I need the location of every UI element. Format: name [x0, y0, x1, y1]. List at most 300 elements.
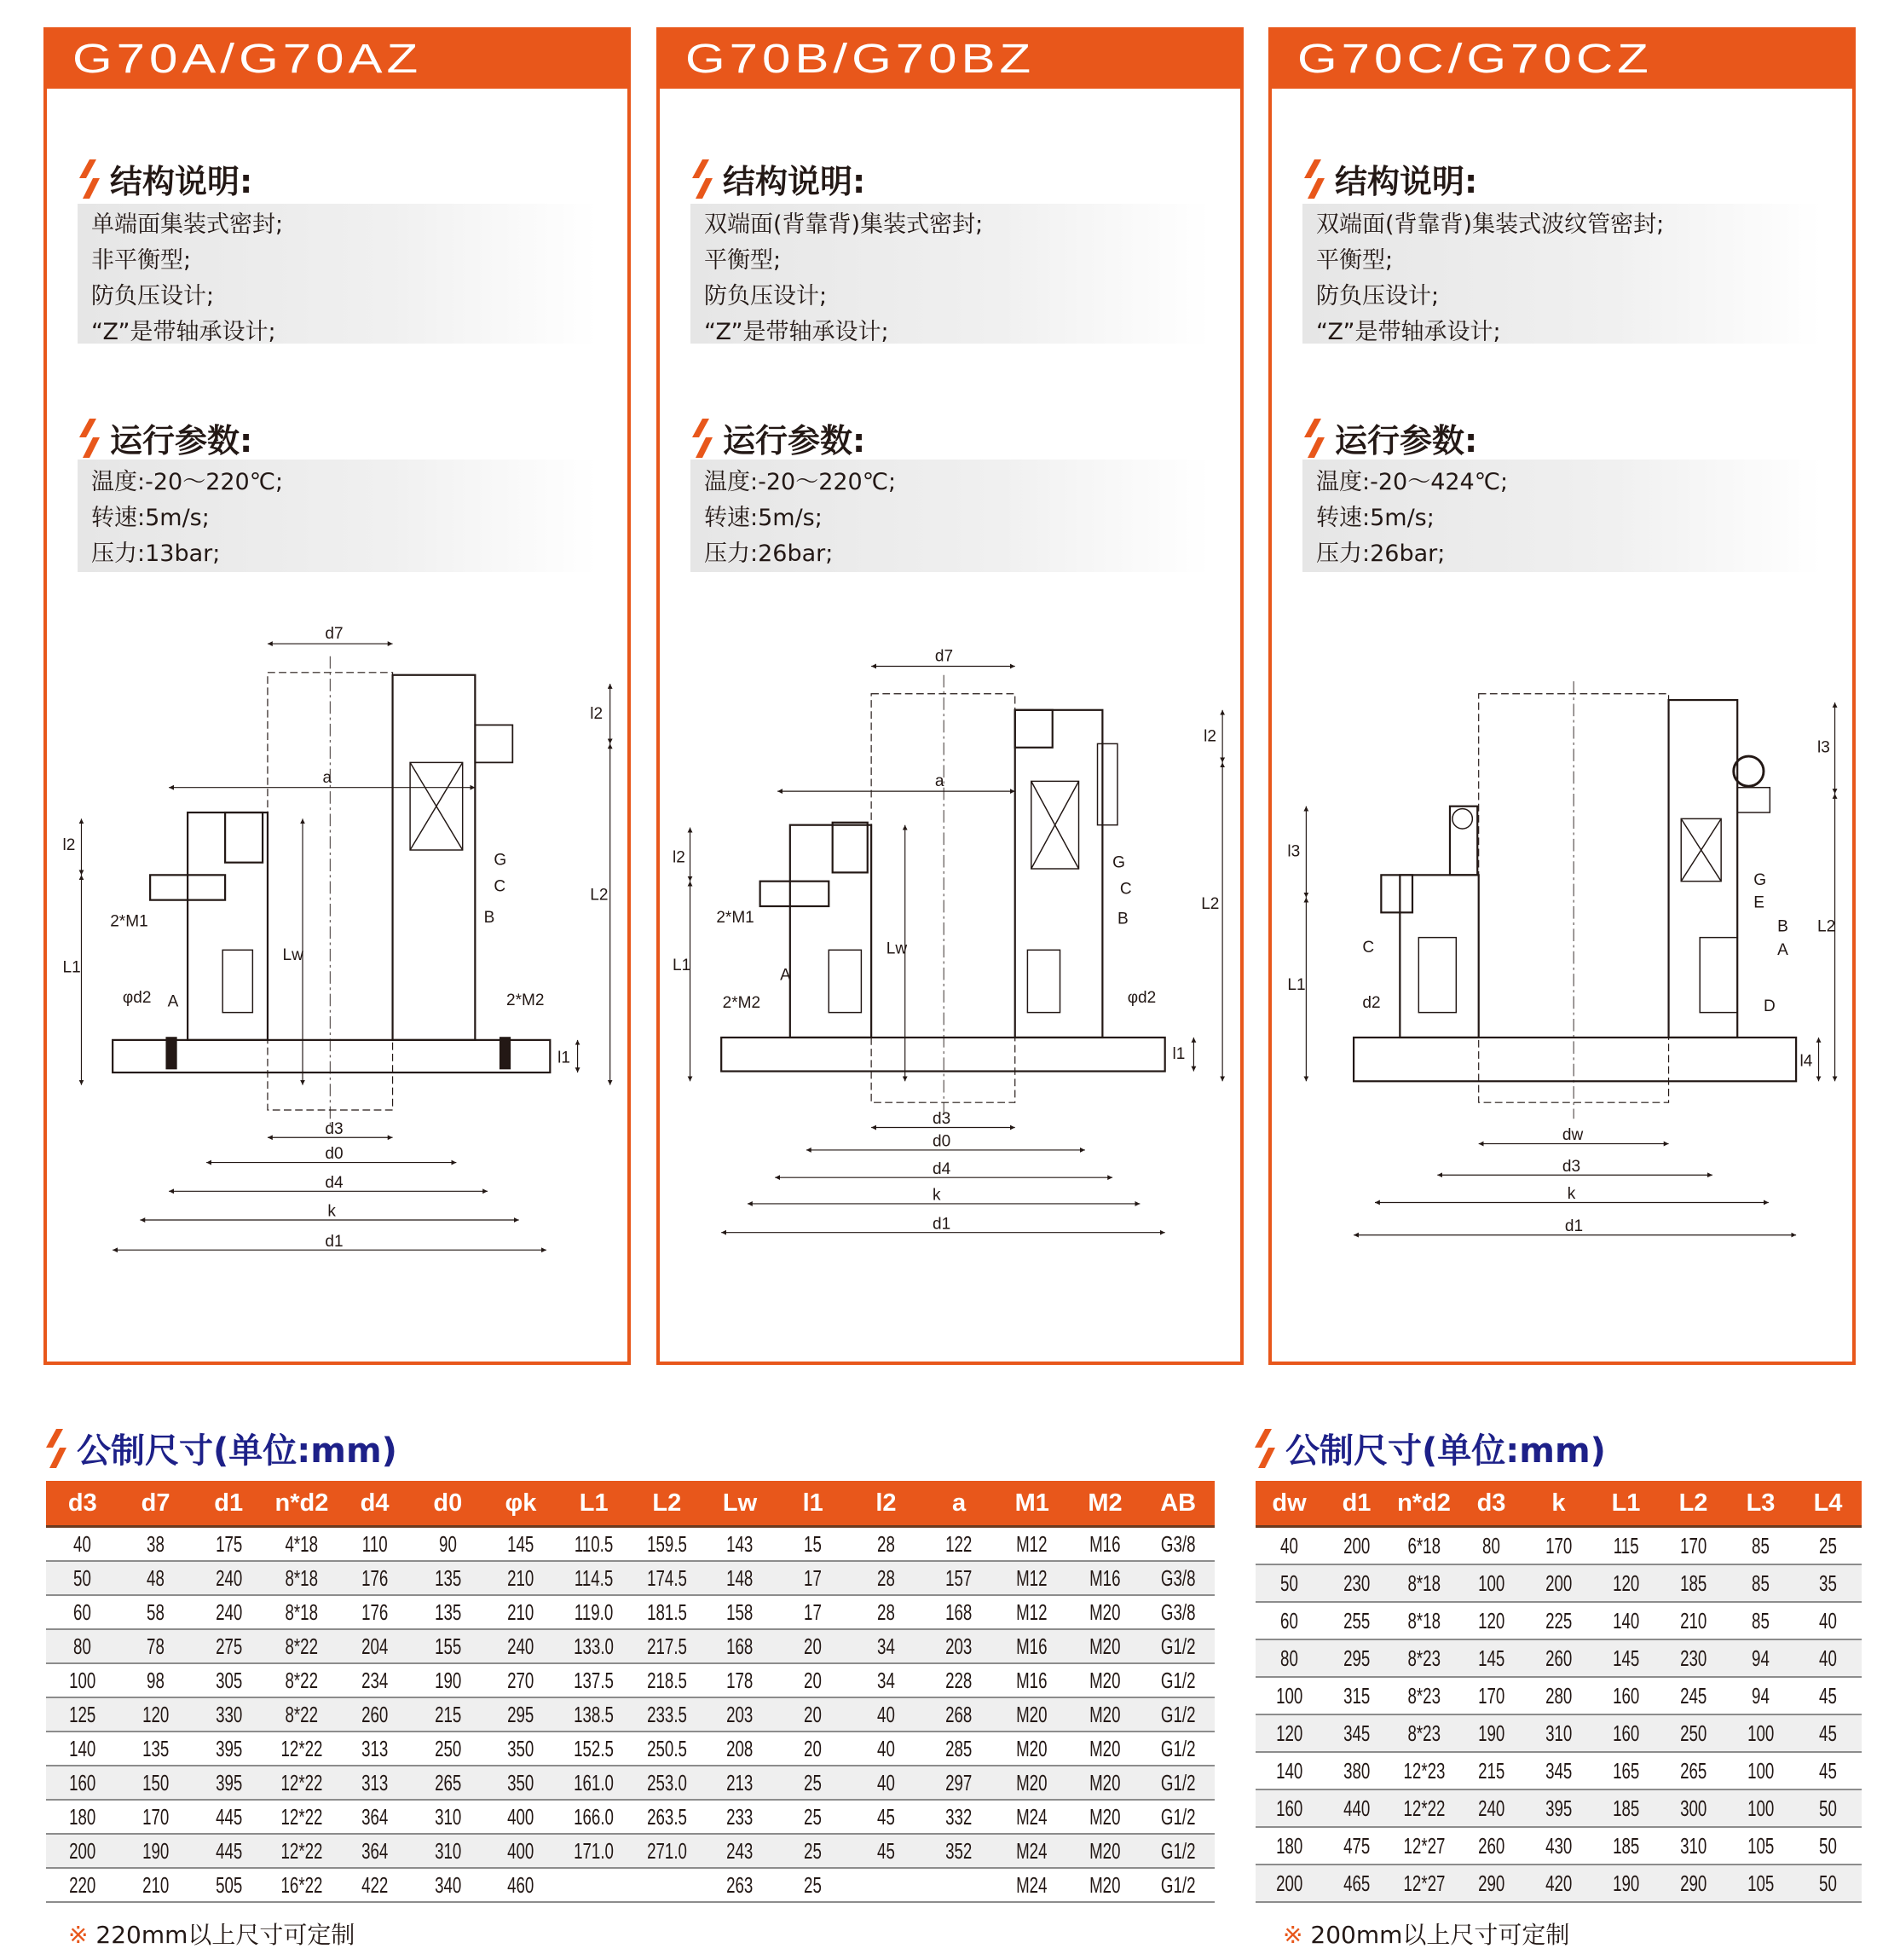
dim-label: l4 — [1799, 1052, 1813, 1071]
table-row — [46, 1697, 1215, 1732]
table-cell — [46, 1697, 119, 1732]
table-cell — [192, 1800, 265, 1834]
table-row — [1256, 1714, 1862, 1752]
dim-label: k — [932, 1186, 941, 1205]
table-cell — [777, 1527, 850, 1562]
table-cell — [1256, 1865, 1323, 1902]
table-cell — [1727, 1865, 1794, 1902]
table-cell — [1141, 1595, 1215, 1629]
cell-value: 210 — [507, 1599, 534, 1625]
table-cell — [996, 1800, 1069, 1834]
table-row — [1256, 1865, 1862, 1902]
cell-value: 234 — [361, 1668, 389, 1693]
panel-title: G70C/G70CZ — [1297, 37, 1653, 82]
table-cell — [1592, 1527, 1660, 1565]
table-cell — [1069, 1663, 1142, 1697]
table-cell — [119, 1527, 193, 1562]
cell-value: 85 — [1752, 1533, 1770, 1558]
cell-value: 20 — [804, 1736, 823, 1761]
table-cell — [996, 1697, 1069, 1732]
cell-value: M20 — [1089, 1736, 1121, 1761]
cell-value: 34 — [876, 1633, 895, 1659]
product-panel — [1268, 27, 1856, 1365]
params-box — [78, 460, 597, 572]
dim-label: L2 — [1201, 894, 1220, 913]
cell-value: 58 — [147, 1599, 165, 1625]
cell-value: 297 — [945, 1770, 973, 1795]
structure-line: 双端面(背靠背)集装式波纹管密封; — [1316, 211, 1665, 238]
table-cell — [484, 1800, 557, 1834]
cell-value: 160 — [69, 1770, 96, 1795]
cell-value: 218.5 — [646, 1668, 687, 1693]
table-cell — [996, 1732, 1069, 1766]
table-cell — [1525, 1677, 1592, 1714]
table-cell — [119, 1663, 193, 1697]
table-cell — [557, 1766, 631, 1800]
cell-value: 233.5 — [646, 1702, 687, 1727]
table-cell — [1323, 1865, 1390, 1902]
cell-value: 180 — [69, 1804, 96, 1830]
table-cell — [192, 1561, 265, 1595]
cell-value: 255 — [1343, 1608, 1371, 1633]
cell-value: 240 — [1477, 1795, 1505, 1821]
cell-value: 50 — [73, 1565, 92, 1591]
column-header: L3 — [1727, 1481, 1794, 1527]
section-mark-icon — [1302, 159, 1326, 199]
table-cell — [703, 1697, 777, 1732]
table-row — [46, 1595, 1215, 1629]
table-cell — [1390, 1865, 1458, 1902]
table-cell — [631, 1527, 704, 1562]
table-cell — [338, 1595, 412, 1629]
table-cell — [631, 1595, 704, 1629]
cell-value: 310 — [1545, 1720, 1573, 1746]
table-cell — [1141, 1663, 1215, 1697]
cell-value: 152.5 — [574, 1736, 615, 1761]
cell-value: G1/2 — [1160, 1736, 1196, 1761]
cell-value: 215 — [1477, 1758, 1505, 1784]
table-cell — [850, 1629, 923, 1663]
table-cell — [265, 1629, 338, 1663]
table-cell — [46, 1834, 119, 1868]
cell-value: 165 — [1612, 1758, 1640, 1784]
table-cell — [996, 1766, 1069, 1800]
cell-value: 263.5 — [646, 1804, 687, 1830]
cell-value: 105 — [1747, 1833, 1775, 1859]
dim-label: φd2 — [1127, 988, 1157, 1007]
param-line: 转速:5m/s; — [1316, 505, 1435, 531]
column-header: L2 — [1660, 1481, 1727, 1527]
table-cell — [1727, 1564, 1794, 1602]
table-cell — [1592, 1789, 1660, 1827]
table-cell — [1069, 1834, 1142, 1868]
dim-label: D — [1763, 997, 1776, 1016]
dim-label: k — [1567, 1185, 1576, 1204]
cell-value: 125 — [69, 1702, 96, 1727]
column-header: n*d2 — [1390, 1481, 1458, 1527]
params-heading-text: 运行参数: — [110, 422, 253, 460]
table-cell — [850, 1766, 923, 1800]
cell-value: 395 — [215, 1736, 242, 1761]
dim-label: dw — [1562, 1126, 1584, 1145]
table-cell — [484, 1527, 557, 1562]
metric-dimensions-heading-ab — [44, 1424, 397, 1472]
cell-value: 45 — [1819, 1720, 1837, 1746]
cell-value: 176 — [361, 1599, 389, 1625]
table-cell — [1525, 1827, 1592, 1865]
table-cell — [1458, 1789, 1525, 1827]
table-row — [46, 1527, 1215, 1562]
table-cell — [265, 1834, 338, 1868]
cell-value: 50 — [1819, 1795, 1837, 1821]
table-cell — [703, 1527, 777, 1562]
table-cell — [631, 1834, 704, 1868]
dim-label: A — [167, 992, 179, 1011]
cell-value: 50 — [1819, 1870, 1837, 1896]
params-heading — [78, 414, 252, 461]
table-cell — [1525, 1714, 1592, 1752]
table-cell — [1794, 1602, 1862, 1639]
cell-value: 168 — [945, 1599, 973, 1625]
cell-value: 8*22 — [285, 1633, 319, 1659]
structure-line: “Z”是带轴承设计; — [91, 319, 276, 345]
structure-line: 防负压设计; — [704, 283, 828, 309]
table-cell — [1592, 1865, 1660, 1902]
table-cell — [703, 1800, 777, 1834]
table-cell — [996, 1561, 1069, 1595]
dim-label: G — [494, 851, 507, 870]
cell-value: 210 — [141, 1872, 170, 1898]
table-cell — [1323, 1752, 1390, 1789]
cell-value: 12*22 — [280, 1838, 323, 1864]
table-cell — [119, 1595, 193, 1629]
dim-label: L2 — [590, 886, 609, 905]
cell-value: 180 — [1275, 1833, 1303, 1859]
table-row — [46, 1629, 1215, 1663]
dim-label: l2 — [62, 836, 76, 855]
table-cell — [265, 1732, 338, 1766]
table-cell — [1141, 1800, 1215, 1834]
table-cell — [922, 1800, 996, 1834]
cell-value: 20 — [804, 1668, 823, 1693]
table-cell — [1256, 1639, 1323, 1677]
cell-value: G3/8 — [1160, 1531, 1196, 1557]
table-cell — [411, 1868, 484, 1902]
cell-value: 120 — [1612, 1570, 1640, 1596]
dim-label: d3 — [932, 1110, 951, 1129]
column-header: d7 — [119, 1481, 193, 1527]
table-cell — [1660, 1827, 1727, 1865]
cell-value: 28 — [876, 1599, 895, 1625]
table-cell — [1323, 1639, 1390, 1677]
cell-value: 12*22 — [1403, 1795, 1445, 1821]
dim-label: d4 — [325, 1173, 344, 1192]
table-cell — [1069, 1629, 1142, 1663]
table-cell — [484, 1868, 557, 1902]
table-cell — [1141, 1834, 1215, 1868]
cell-value: 85 — [1752, 1608, 1770, 1633]
cell-value: 8*18 — [1407, 1608, 1441, 1633]
cell-value: 250 — [434, 1736, 461, 1761]
cell-value: 380 — [1343, 1758, 1371, 1784]
column-header: Lw — [703, 1481, 777, 1527]
cell-value: 40 — [876, 1702, 895, 1727]
cell-value: 50 — [1819, 1833, 1837, 1859]
cell-value: M20 — [1089, 1702, 1121, 1727]
cell-value: 100 — [69, 1668, 96, 1693]
cell-value: 332 — [945, 1804, 973, 1830]
table-cell — [1256, 1827, 1323, 1865]
table-title: 公制尺寸(单位:mm) — [1285, 1431, 1606, 1471]
cell-value: 200 — [1275, 1870, 1303, 1896]
table-cell — [557, 1561, 631, 1595]
table-cell — [1323, 1714, 1390, 1752]
table-cell — [777, 1732, 850, 1766]
dim-label: L1 — [673, 956, 691, 974]
cell-value: M12 — [1016, 1599, 1048, 1625]
table-cell — [1592, 1639, 1660, 1677]
cell-value: 176 — [361, 1565, 389, 1591]
cell-value: 268 — [945, 1702, 973, 1727]
table-cell — [192, 1663, 265, 1697]
cell-value: 271.0 — [646, 1838, 687, 1864]
cell-value: 159.5 — [646, 1531, 687, 1557]
cell-value: 114.5 — [574, 1565, 614, 1591]
section-mark-icon — [690, 159, 714, 199]
cell-value: 12*23 — [1403, 1758, 1445, 1784]
cell-value: 40 — [73, 1531, 92, 1557]
dim-label: L1 — [1287, 976, 1306, 995]
table-cell — [1525, 1789, 1592, 1827]
table-cell — [46, 1800, 119, 1834]
cell-value: 38 — [147, 1531, 165, 1557]
cell-value: 250 — [1679, 1720, 1707, 1746]
table-cell — [1794, 1527, 1862, 1565]
table-cell — [484, 1561, 557, 1595]
panel-header — [1272, 31, 1852, 89]
table-cell — [265, 1766, 338, 1800]
table-cell — [631, 1868, 704, 1902]
param-line: 转速:5m/s; — [704, 505, 823, 531]
cell-value: 245 — [1679, 1683, 1707, 1708]
table-cell — [703, 1834, 777, 1868]
cell-value: 178 — [726, 1668, 754, 1693]
table-cell — [1390, 1677, 1458, 1714]
cell-value: 45 — [1819, 1683, 1837, 1708]
table-cell — [1256, 1564, 1323, 1602]
table-cell — [1660, 1564, 1727, 1602]
cell-value: 115 — [1613, 1533, 1639, 1558]
table-cell — [1141, 1629, 1215, 1663]
cell-value: 160 — [1612, 1720, 1640, 1746]
table-cell — [996, 1868, 1069, 1902]
table-row — [1256, 1827, 1862, 1865]
table-cell — [338, 1527, 412, 1562]
cell-value: M20 — [1016, 1770, 1048, 1795]
cell-value: 445 — [215, 1838, 242, 1864]
dim-label: d3 — [1562, 1157, 1581, 1176]
table-cell — [1727, 1527, 1794, 1565]
cell-value: 285 — [945, 1736, 973, 1761]
cell-value: 313 — [361, 1736, 389, 1761]
cell-value: 158 — [726, 1599, 754, 1625]
table-cell — [1660, 1752, 1727, 1789]
table-cell — [46, 1766, 119, 1800]
table-cell — [119, 1732, 193, 1766]
table-cell — [850, 1595, 923, 1629]
table-row — [1256, 1564, 1862, 1602]
table-cell — [922, 1766, 996, 1800]
cell-value: 145 — [507, 1531, 534, 1557]
cell-value: 20 — [804, 1633, 823, 1659]
cell-value: 315 — [1343, 1683, 1371, 1708]
table-cell — [411, 1834, 484, 1868]
table-row — [46, 1732, 1215, 1766]
cell-value: 400 — [507, 1838, 534, 1864]
cell-value: 80 — [1482, 1533, 1500, 1558]
cell-value: 40 — [1280, 1533, 1298, 1558]
cell-value: 119.0 — [574, 1599, 614, 1625]
dim-label: d1 — [1564, 1217, 1584, 1236]
table-cell — [1069, 1595, 1142, 1629]
note-mark-icon: ※ — [1283, 1921, 1303, 1949]
cell-value: 175 — [215, 1531, 242, 1557]
table-title: 公制尺寸(单位:mm) — [77, 1431, 397, 1471]
table-cell — [46, 1595, 119, 1629]
table-cell — [265, 1663, 338, 1697]
cell-value: 12*27 — [1403, 1870, 1445, 1896]
table-cell — [265, 1561, 338, 1595]
dimensions-table-g70a-g70b — [46, 1481, 1215, 1903]
cell-value: 8*18 — [285, 1599, 319, 1625]
cell-value: 16*22 — [280, 1872, 323, 1898]
table-cell — [265, 1800, 338, 1834]
param-line: 压力:26bar; — [1316, 541, 1446, 567]
table-cell — [1458, 1714, 1525, 1752]
column-header: L2 — [631, 1481, 704, 1527]
table-row — [1256, 1752, 1862, 1789]
table-cell — [1069, 1697, 1142, 1732]
table-cell — [1525, 1865, 1592, 1902]
table-cell — [703, 1663, 777, 1697]
cell-value: 80 — [1280, 1645, 1298, 1671]
cell-value: 275 — [215, 1633, 242, 1659]
table-cell — [922, 1527, 996, 1562]
cell-value: 395 — [215, 1770, 242, 1795]
column-header: M1 — [996, 1481, 1069, 1527]
table-cell — [192, 1527, 265, 1562]
cell-value: 310 — [434, 1804, 461, 1830]
params-heading-text: 运行参数: — [723, 422, 866, 460]
table-cell — [557, 1697, 631, 1732]
cell-value: 228 — [945, 1668, 973, 1693]
cell-value: 145 — [1612, 1645, 1640, 1671]
cell-value: 465 — [1343, 1870, 1371, 1896]
column-header: d1 — [1323, 1481, 1390, 1527]
cell-value: 200 — [1545, 1570, 1573, 1596]
table-cell — [1727, 1789, 1794, 1827]
cell-value: 40 — [1819, 1608, 1837, 1633]
cell-value: 240 — [507, 1633, 534, 1659]
dim-label: l1 — [557, 1049, 570, 1067]
table-row — [46, 1561, 1215, 1595]
table-cell — [922, 1561, 996, 1595]
table-cell — [850, 1732, 923, 1766]
cell-value: 100 — [1747, 1758, 1775, 1784]
table-cell — [922, 1663, 996, 1697]
table-cell — [484, 1834, 557, 1868]
table-cell — [1323, 1527, 1390, 1565]
cell-value: G3/8 — [1160, 1599, 1196, 1625]
table-cell — [411, 1527, 484, 1562]
table-cell — [338, 1629, 412, 1663]
cell-value: 28 — [876, 1565, 895, 1591]
table-cell — [338, 1732, 412, 1766]
dim-label: G — [1753, 871, 1767, 890]
cell-value: 161.0 — [574, 1770, 615, 1795]
cell-value: 98 — [147, 1668, 165, 1693]
table-cell — [1069, 1800, 1142, 1834]
table-cell — [1592, 1827, 1660, 1865]
table-cell — [631, 1663, 704, 1697]
cell-value: 340 — [434, 1872, 461, 1898]
column-header: n*d2 — [265, 1481, 338, 1527]
dim-label: 2*M2 — [722, 993, 761, 1012]
table-cell — [996, 1595, 1069, 1629]
table-cell — [411, 1561, 484, 1595]
table-cell — [1794, 1789, 1862, 1827]
cell-value: 475 — [1343, 1833, 1371, 1859]
column-header: d0 — [411, 1481, 484, 1527]
cell-value: 181.5 — [646, 1599, 687, 1625]
table-cell — [265, 1868, 338, 1902]
cell-value: 190 — [1477, 1720, 1505, 1746]
cell-value: 100 — [1477, 1570, 1505, 1596]
dim-label: A — [780, 966, 791, 985]
table-cell — [703, 1766, 777, 1800]
column-header: L4 — [1794, 1481, 1862, 1527]
param-line: 转速:5m/s; — [91, 505, 210, 531]
dim-label: L2 — [1817, 917, 1836, 936]
dim-label: d2 — [1362, 993, 1381, 1012]
table-cell — [338, 1834, 412, 1868]
cell-value: 190 — [1612, 1870, 1640, 1896]
cell-value: G1/2 — [1160, 1770, 1196, 1795]
dim-label: d4 — [932, 1159, 951, 1178]
table-cell — [1458, 1865, 1525, 1902]
cell-value: M20 — [1089, 1804, 1121, 1830]
dim-label: a — [934, 772, 944, 791]
table-cell — [1069, 1527, 1142, 1562]
cell-value: 260 — [1545, 1645, 1573, 1671]
column-header: M2 — [1069, 1481, 1142, 1527]
table-cell — [777, 1595, 850, 1629]
table-cell — [192, 1595, 265, 1629]
dim-label: a — [322, 768, 332, 787]
dim-label: d1 — [932, 1215, 951, 1234]
table-row — [1256, 1602, 1862, 1639]
cell-value: 8*22 — [285, 1668, 319, 1693]
cell-value: 8*18 — [285, 1565, 319, 1591]
cell-value: 345 — [1545, 1758, 1573, 1784]
table-cell — [46, 1527, 119, 1562]
table-cell — [192, 1697, 265, 1732]
cell-value: M12 — [1016, 1531, 1048, 1557]
table-cell — [1660, 1639, 1727, 1677]
table-cell — [1660, 1714, 1727, 1752]
column-header: dw — [1256, 1481, 1323, 1527]
cell-value: 233 — [726, 1804, 754, 1830]
